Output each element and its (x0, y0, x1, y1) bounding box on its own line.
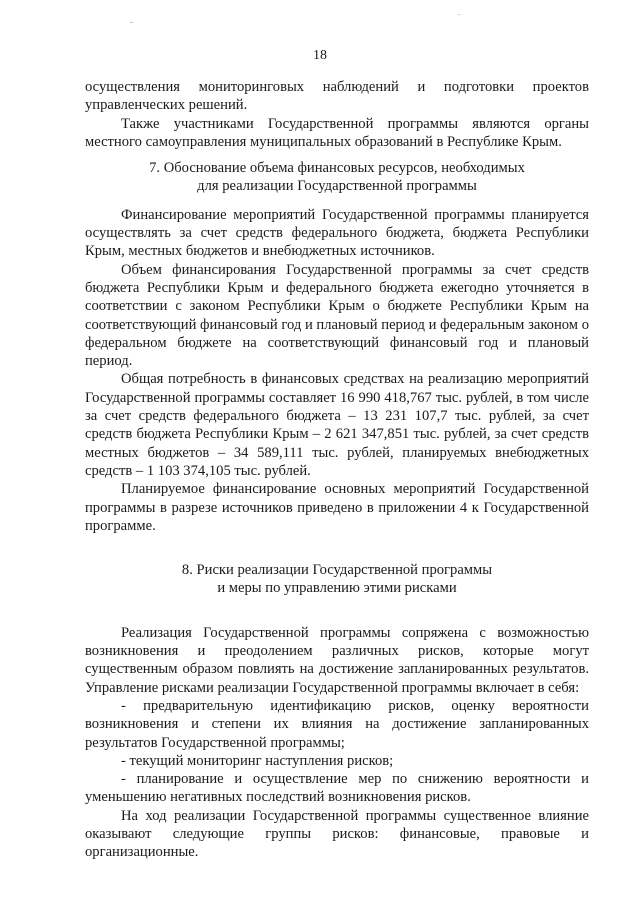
paragraph: осуществления мониторинговых наблюдений и подготовки проектов управленческих решений. (85, 79, 589, 114)
scan-speck (458, 14, 460, 15)
page-number: 18 (313, 48, 327, 63)
section-7-heading (85, 159, 589, 196)
document-body (85, 78, 589, 862)
section-title-line: 7. Обоснование объема финансовых ресурсов, необходимых (149, 160, 525, 177)
paragraph: Финансирование мероприятий Государственной программы планируется осуществлять за счет средств федерального бюджета, бюджета Республики Крым, местных бюджетов и внебюджетных источников. (85, 206, 589, 260)
paragraph: Также участниками Государственной программы являются органы местного самоуправления муниципальных образований в Республике Крым. (85, 115, 589, 150)
list-item: - планирование и осуществление мер по снижению вероятности и уменьшению негативных последствий возникновения рисков. (85, 771, 589, 806)
section-title-line: 8. Риски реализации Государственной программы (181, 562, 493, 579)
paragraph: Общая потребность в финансовых средствах на реализацию мероприятий Государственной программы составляет 16 990 418,767 тыс. рублей, в том числе за счет средств федерального бюджета – 13 231 107,7 тыс. рублей, за счет средств бюджета Республики Крым – 2 621 347,851 тыс. рублей, за счет средств местных бюджетов – 34 589,111 тыс. рублей, планируемых внебюджетных средств – 1 103 374,105 тыс. рублей. (85, 371, 589, 479)
paragraph: На ход реализации Государственной программы существенное влияние оказывают следующие группы рисков: финансовые, правовые и организационные. (85, 807, 589, 861)
paragraph: Объем финансирования Государственной программы за счет средств бюджета Республики Крым и федерального бюджета ежегодно уточняется в соответствии с законом Республики Крым о бюджете Республики Крым на соответствующий финансовый год и плановый период и федеральным законом о федеральном бюджете на соответствующий финансовый год и плановый период. (85, 261, 589, 370)
paragraph: Реализация Государственной программы сопряжена с возможностью возникновения и преодолением различных рисков, которые могут существенным образом повлиять на достижение запланированных результатов. Управление рисками реализации Государственной программы включает в себя: (85, 624, 589, 696)
section-title-line: для реализации Государственной программы (197, 178, 477, 195)
section-title-line: и меры по управлению этими рисками (217, 580, 457, 597)
list-item: - предварительную идентификацию рисков, оценку вероятности возникновения и степени их влияния на достижение запланированных результатов Государственной программы; (85, 697, 589, 751)
list-item: - текущий мониторинг наступления рисков; (121, 752, 394, 769)
paragraph: Планируемое финансирование основных мероприятий Государственной программы в разрезе источников приведено в приложении 4 к Государственной программе. (85, 481, 589, 534)
scan-speck (130, 22, 133, 23)
section-8-heading (85, 561, 589, 598)
